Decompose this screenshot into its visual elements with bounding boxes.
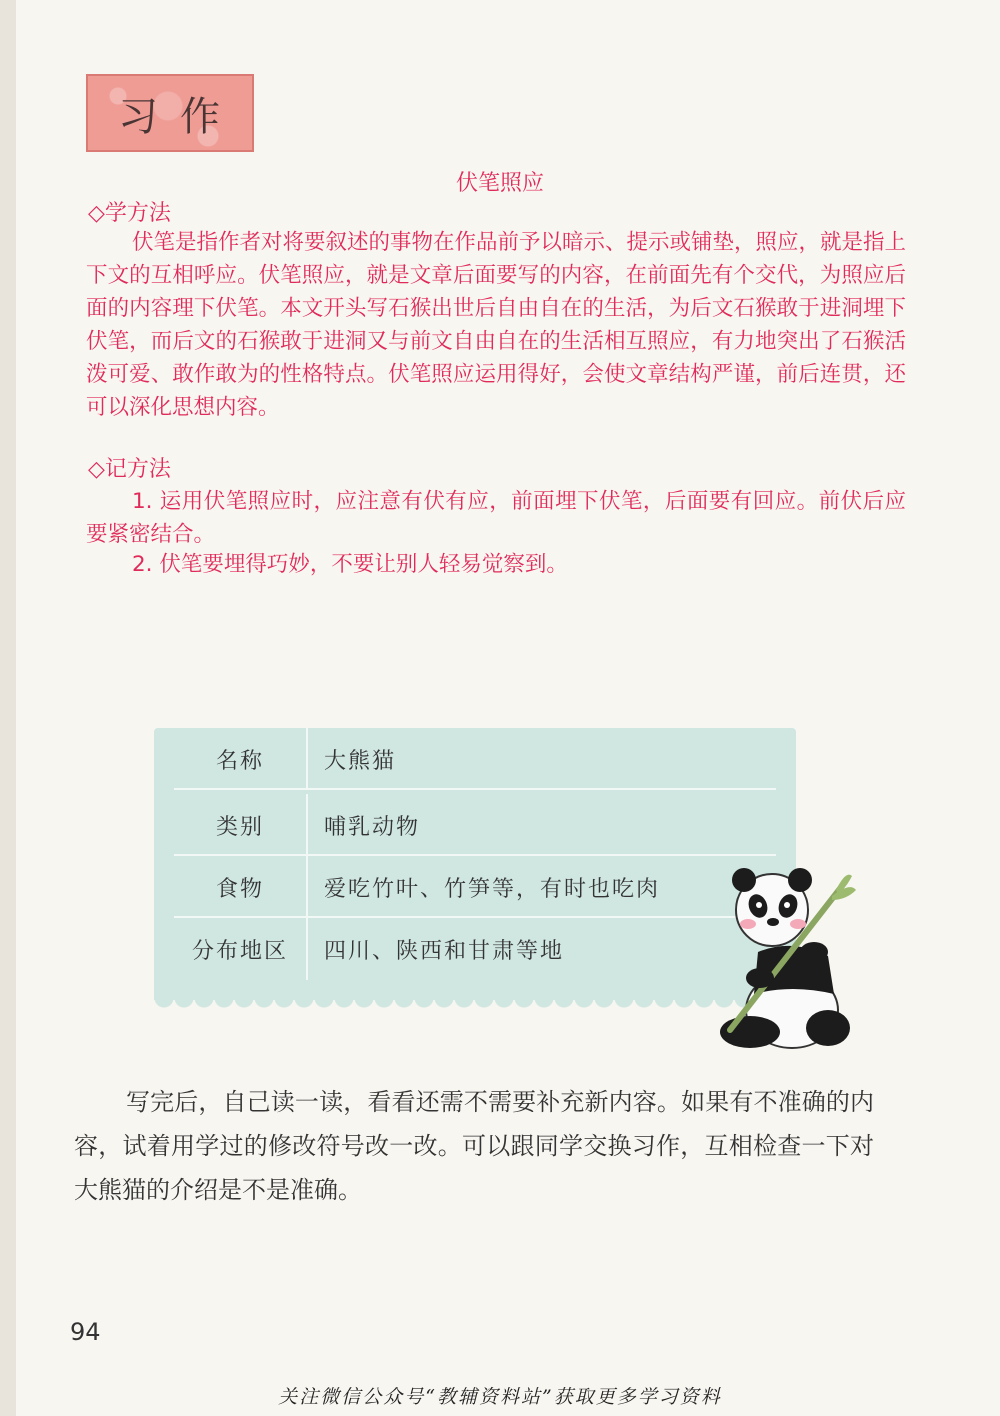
info-value: 爱吃竹叶、竹笋等，有时也吃肉 [324, 876, 661, 902]
panda-illustration [700, 860, 860, 1050]
info-label: 分布地区 [191, 938, 288, 964]
info-value: 哺乳动物 [324, 814, 421, 840]
writing-instructions: 写完后，自己读一读，看看还需不需要补充新内容。如果有不准确的内容，试着用学过的修改符号改一改。可以跟同学交换习作，互相检查一下对大熊猫的介绍是不是准确。 [74, 1088, 874, 1204]
page-edge [0, 0, 16, 1416]
tip-item: 1. 运用伏笔照应时，应注意有伏有应，前面埋下伏笔，后面要有回应。前伏后应要紧密结合。 [86, 489, 906, 547]
info-value: 大熊猫 [324, 748, 397, 774]
info-label: 名称 [215, 748, 264, 774]
page-number: 94 [70, 1318, 101, 1346]
info-row [154, 794, 796, 856]
footer-watermark: 关注微信公众号“教辅资料站”获取更多学习资料 [278, 1386, 722, 1408]
remember-method-heading: ◇记方法 [88, 457, 171, 482]
tip-item: 2. 伏笔要埋得巧妙，不要让别人轻易觉察到。 [132, 552, 568, 577]
info-row [154, 728, 796, 790]
info-label: 食物 [215, 876, 264, 902]
note-title: 伏笔照应 [455, 171, 544, 196]
learn-method-heading: ◇学方法 [88, 201, 171, 226]
info-value: 四川、陕西和甘肃等地 [324, 938, 565, 964]
info-label: 类别 [215, 814, 264, 840]
section-badge-label: 习作 [118, 93, 242, 140]
section-badge [86, 74, 254, 152]
learn-method-paragraph: 伏笔是指作者对将要叙述的事物在作品前予以暗示、提示或铺垫，照应，就是指上下文的互相呼应。伏笔照应，就是文章后面要写的内容，在前面先有个交代，为照应后面的内容理下伏笔。本文开头写石猴出世后自由自在的生活，为后文石猴敢于进洞埋下伏笔，而后文的石猴敢于进洞又与前文自由自在的生活相互照应，有力地突出了石猴活泼可爱、敢作敢为的性格特点。伏笔照应运用得好，会使文章结构严谨，前后连贯，还可以深化思想内容。 [86, 230, 907, 420]
